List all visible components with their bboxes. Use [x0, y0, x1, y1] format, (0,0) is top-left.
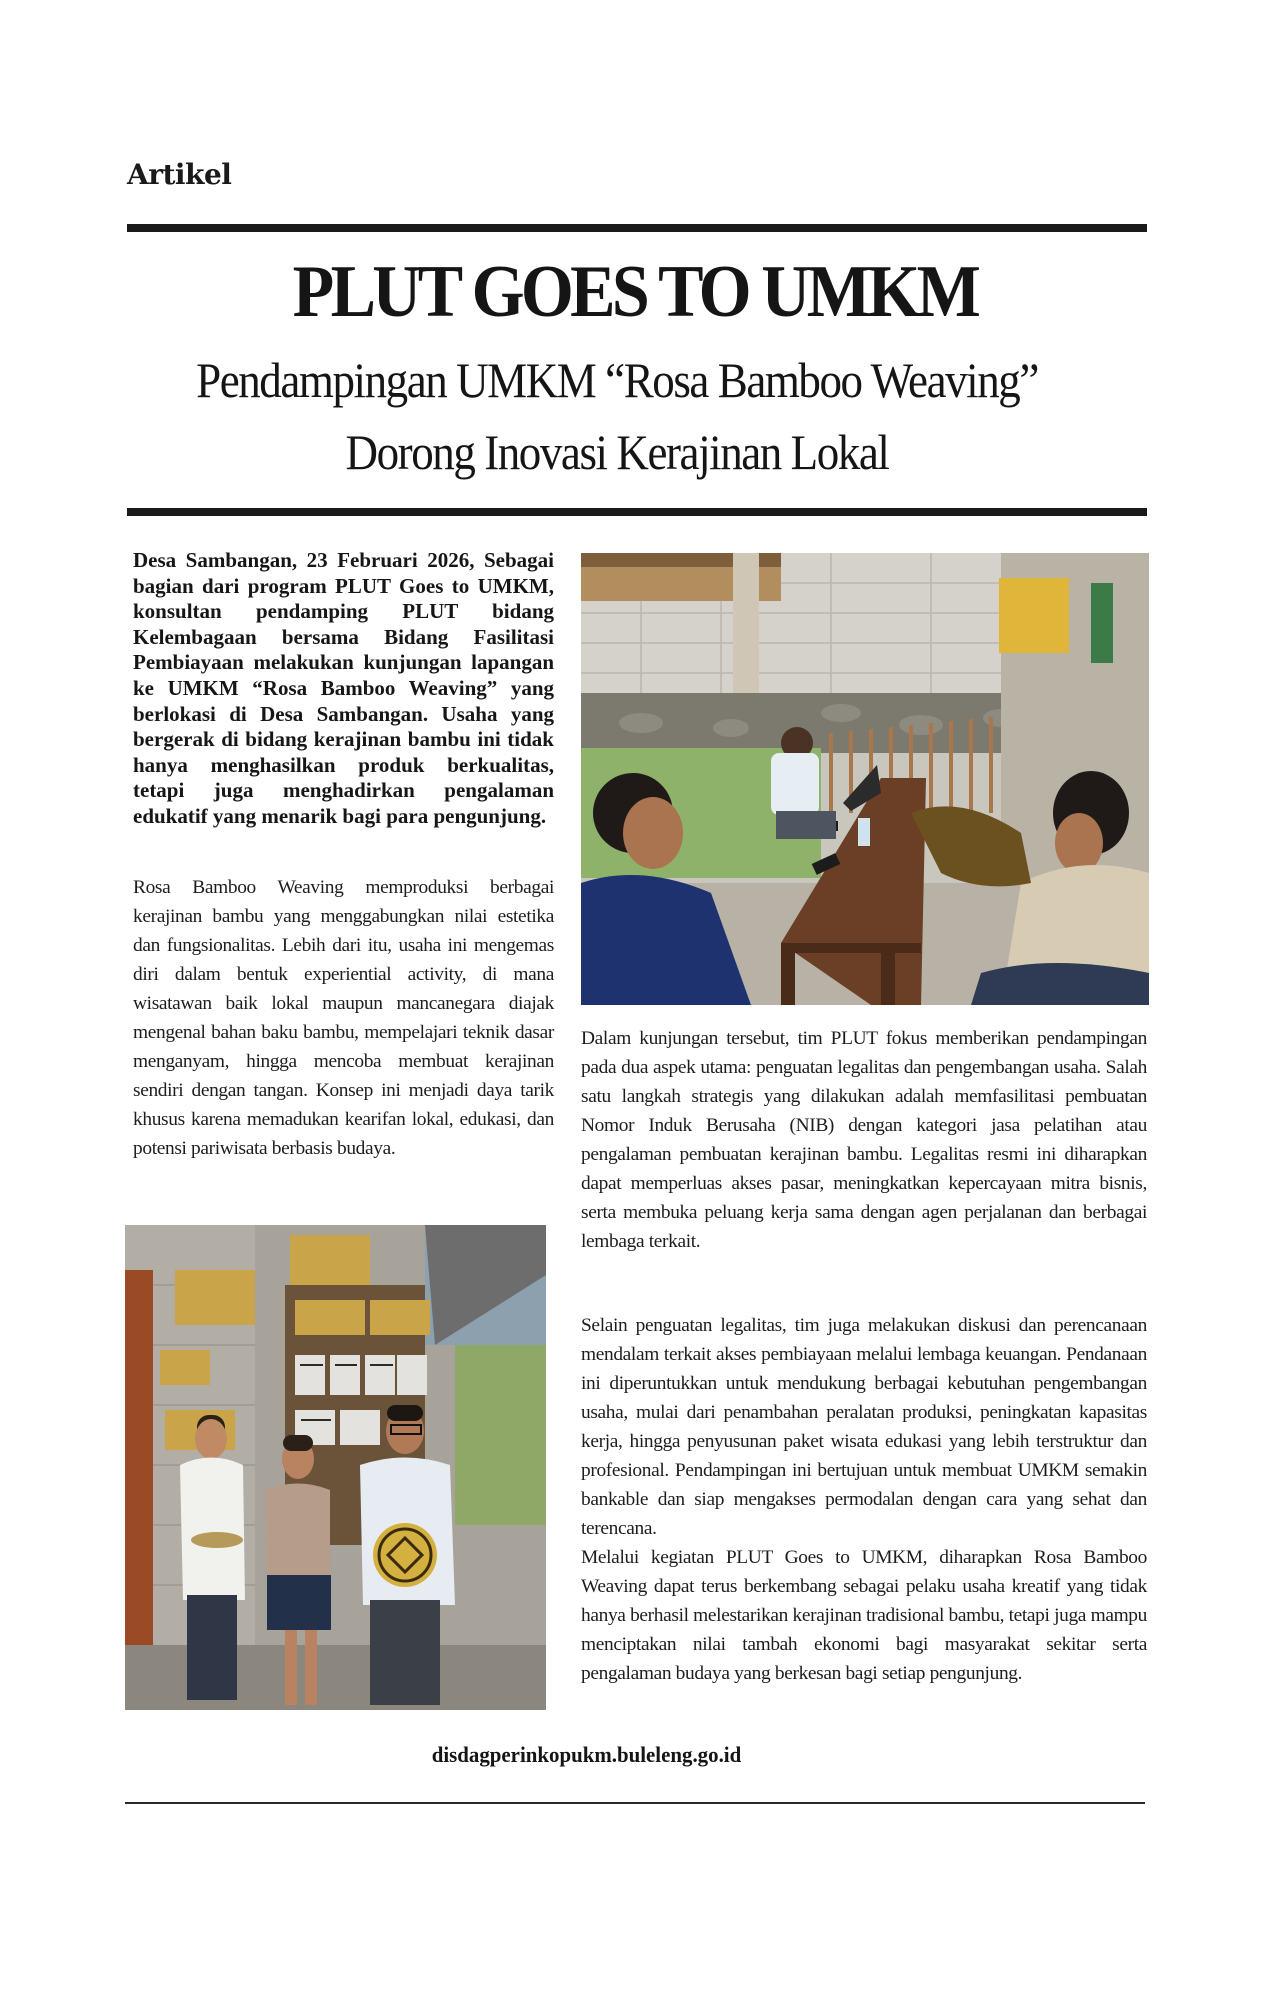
footer-rule [125, 1802, 1145, 1804]
article-subtitle-line1: Pendampingan UMKM “Rosa Bamboo Weaving” [196, 352, 1038, 408]
photo-group-illustration [125, 1225, 546, 1710]
photo-group [125, 1225, 546, 1710]
article-paragraph: Selain penguatan legalitas, tim juga melakukan diskusi dan perencanaan mendalam terkait akses pembiayaan melalui lembaga keuangan. Pendanaan ini diperuntukkan untuk mendukung berbagai kebutuhan pengembangan usaha, mulai dari penambahan peralatan produksi, peningkatan kapasitas kerja, hingga penyusunan paket wisata edukasi yang lebih terstruktur dan profesional. Pendampingan ini bertujuan untuk membuat UMKM semakin bankable dan siap mengakses permodalan dengan cara yang sehat dan terencana. [581, 1315, 1147, 1539]
article-paragraph: Dalam kunjungan tersebut, tim PLUT fokus memberikan pendampingan pada dua aspek utama: penguatan legalitas dan pengembangan usaha. Salah satu langkah strategis yang dilakukan adalah memfasilitasi pembuatan Nomor Induk Berusaha (NIB) dengan kategori jasa pelatihan atau pengalaman pembuatan kerajinan bambu. Legalitas resmi ini diharapkan dapat memperluas akses pasar, meningkatkan kepercayaan mitra bisnis, serta membuka peluang kerja sama dengan agen perjalanan dan berbagai lembaga terkait. [581, 1028, 1147, 1252]
photo-meeting-illustration [581, 553, 1149, 1005]
footer-website-url: disdagperinkopukm.buleleng.go.id [431, 1742, 742, 1767]
section-kicker: Artikel [127, 158, 232, 191]
article-paragraph: Melalui kegiatan PLUT Goes to UMKM, diharapkan Rosa Bamboo Weaving dapat terus berkembang sebagai pelaku usaha kreatif yang tidak hanya berhasil melestarikan kerajinan tradisional bambu, tetapi juga mampu menciptakan nilai tambah ekonomi bagi masyarakat sekitar serta pengalaman budaya yang berkesan bagi setiap pengunjung. [581, 1547, 1147, 1684]
article-lead-paragraph: Desa Sambangan, 23 Februari 2026, Sebagai bagian dari program PLUT Goes to UMKM, konsultan pendamping PLUT bidang Kelembagaan bersama Bidang Fasilitasi Pembiayaan melakukan kunjungan lapangan ke UMKM “Rosa Bamboo Weaving” yang berlokasi di Desa Sambangan. Usaha yang bergerak di bidang kerajinan bambu ini tidak hanya menghasilkan produk berkualitas, tetapi juga menghadirkan pengalaman edukatif yang menarik bagi para pengunjung. [133, 548, 554, 828]
photo-meeting [581, 553, 1149, 1005]
article-subtitle-line2: Dorong Inovasi Kerajinan Lokal [345, 424, 889, 480]
article-paragraph: Rosa Bamboo Weaving memproduksi berbagai kerajinan bambu yang menggabungkan nilai estetika dan fungsionalitas. Lebih dari itu, usaha ini mengemas diri dalam bentuk experiential activity, di mana wisatawan baik lokal maupun mancanegara diajak mengenal bahan baku bambu, mempelajari teknik dasar menganyam, hingga mencoba membuat kerajinan sendiri dengan tangan. Konsep ini menjadi daya tarik khusus karena memadukan kearifan lokal, edukasi, dan potensi pariwisata berbasis budaya. [133, 877, 554, 1159]
header-rule-bottom [127, 508, 1147, 516]
article-title: PLUT GOES TO UMKM [292, 251, 978, 333]
header-rule-top [127, 224, 1147, 232]
